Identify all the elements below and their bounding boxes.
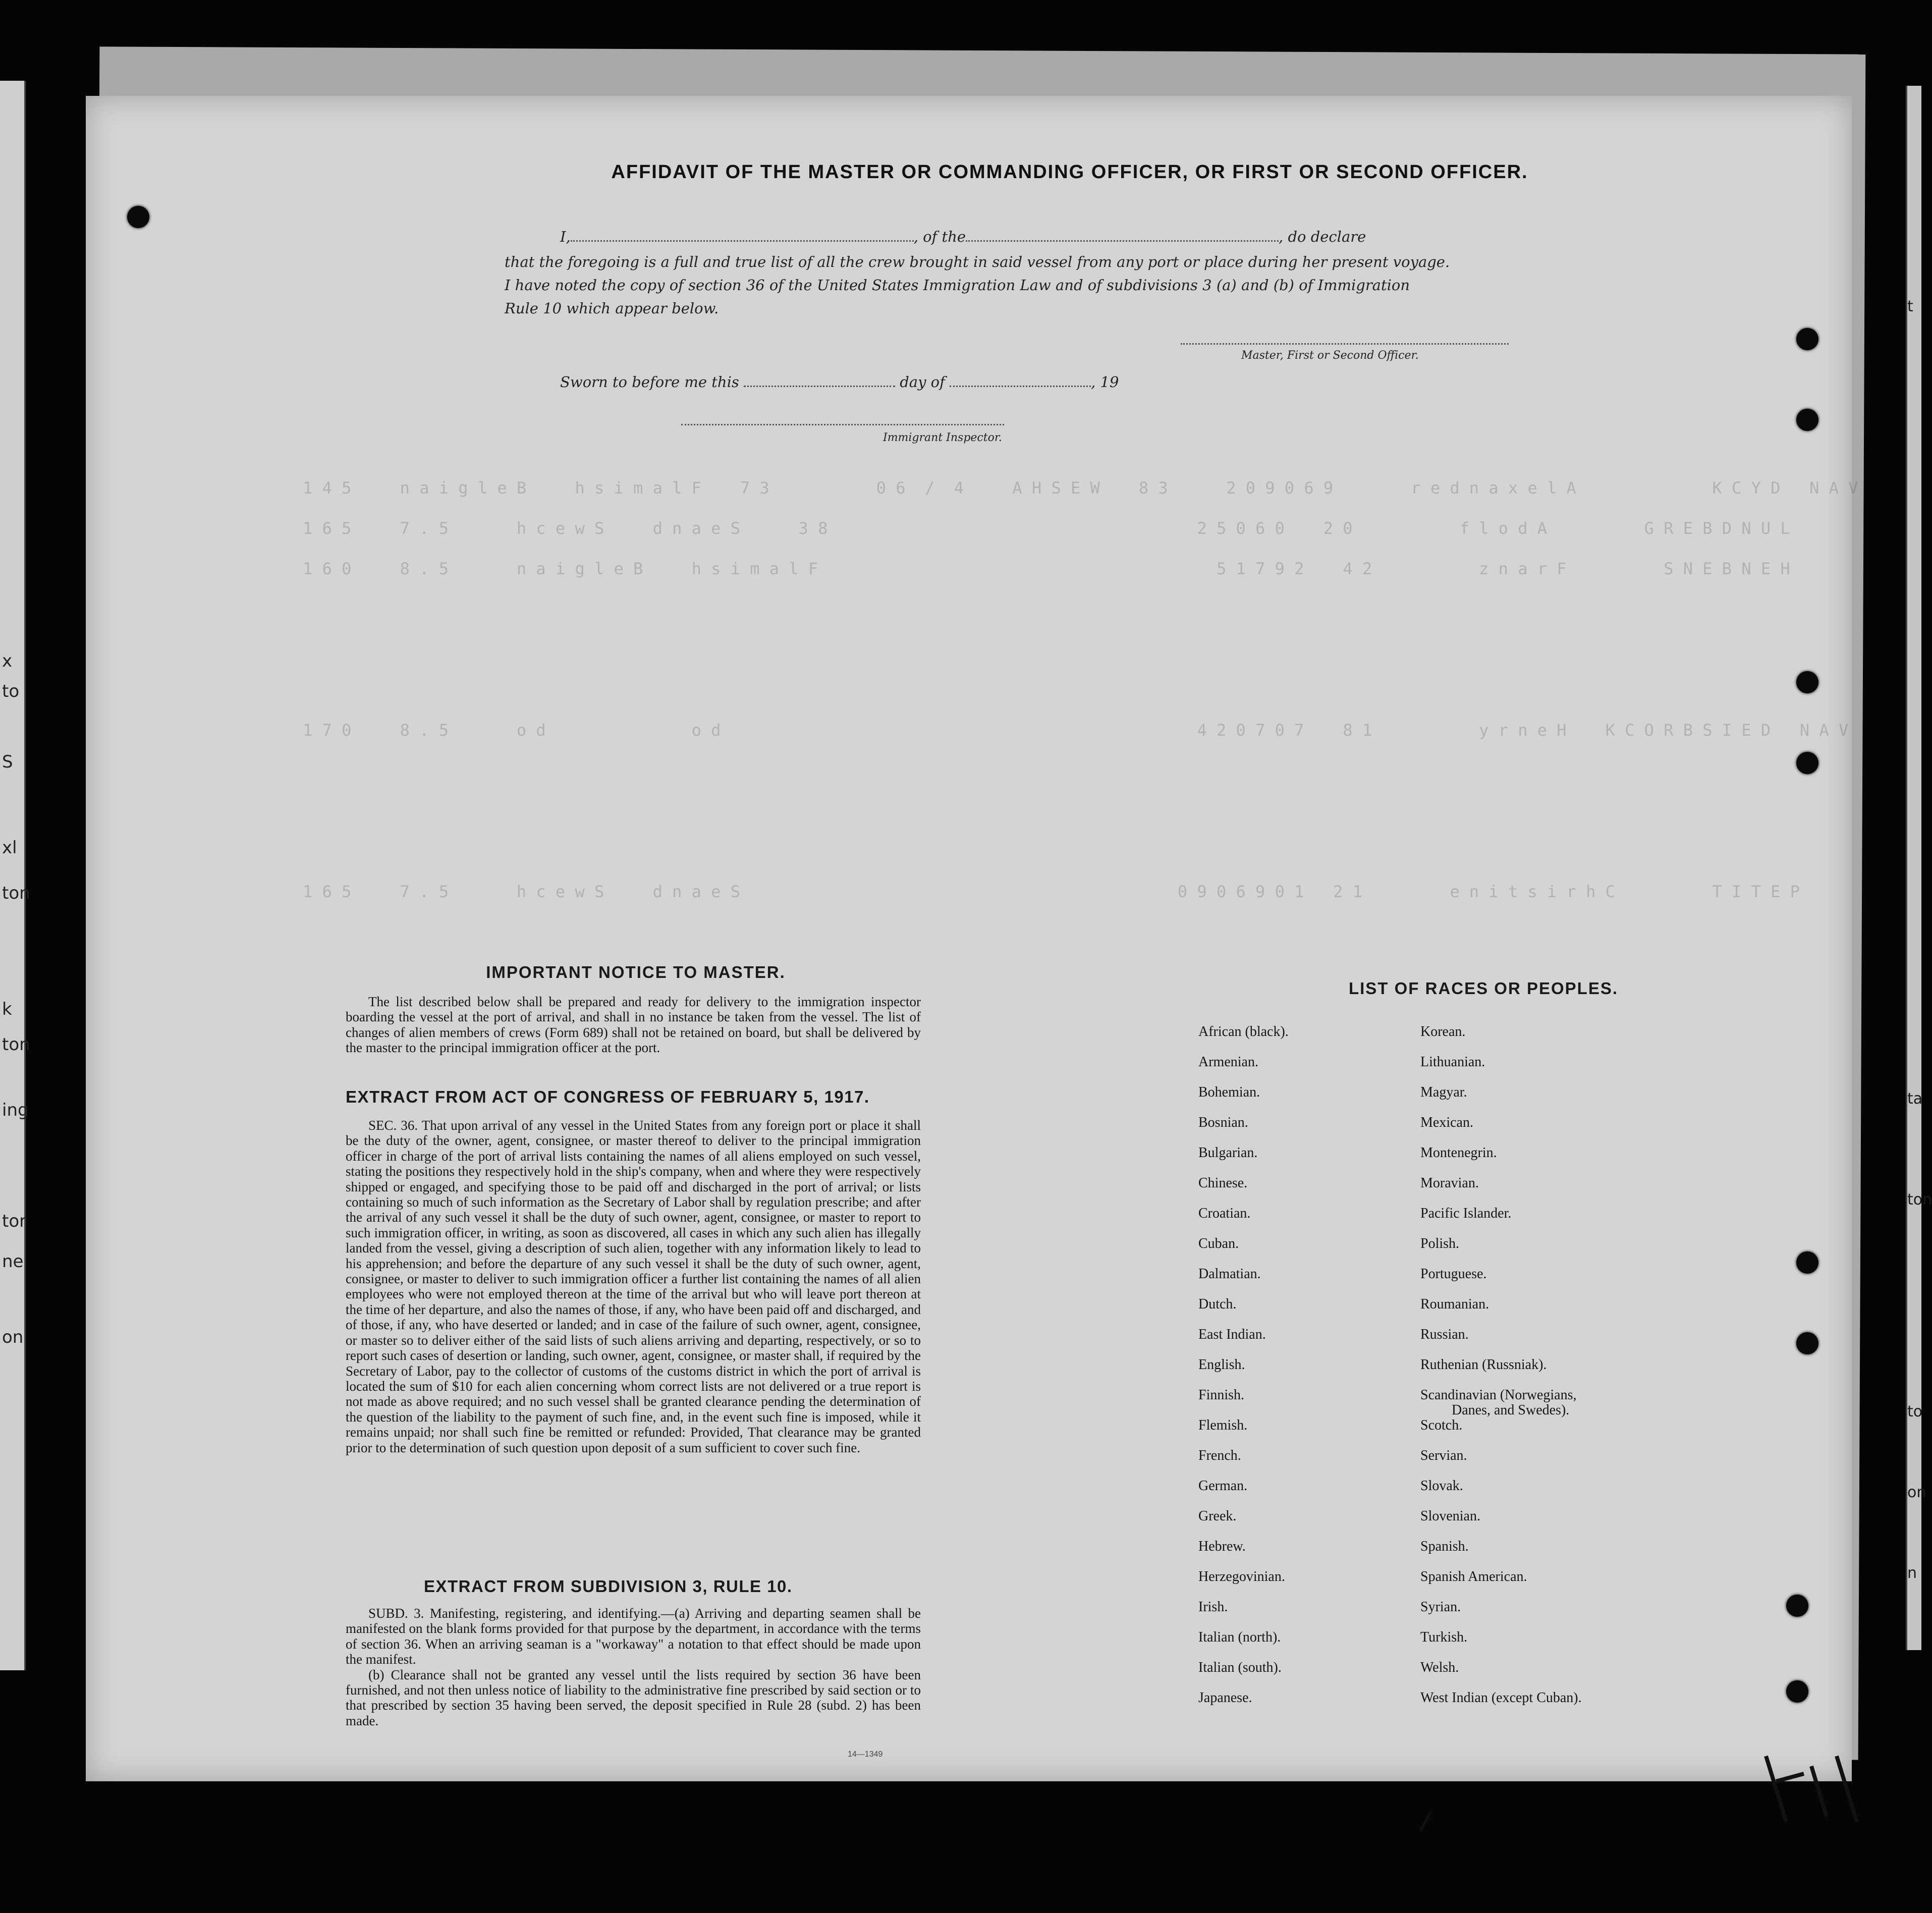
race-item: Welsh.: [1420, 1660, 1459, 1675]
margin-mark: on: [1907, 1484, 1926, 1501]
rule-text: [346, 1606, 921, 1728]
margin-mark: x: [2, 651, 13, 671]
race-item: Bosnian.: [1198, 1115, 1248, 1130]
race-item: Polish.: [1420, 1236, 1460, 1251]
adjacent-page-left-edge: [0, 81, 30, 1670]
race-item: Roumanian.: [1420, 1296, 1489, 1312]
day-of-label: day of: [900, 373, 945, 391]
race-item: English.: [1198, 1357, 1245, 1373]
race-item: Finnish.: [1198, 1387, 1245, 1403]
inspector-signature-line: [681, 424, 1004, 425]
bleed-through: 1 6 5 7 . 5 h c e w S d n a e S 0 9 0 6 9 0 1 2 1 e n i t s i r h C T I T E P: [303, 882, 1800, 901]
month-blank: [950, 386, 1091, 387]
margin-mark: t: [1907, 298, 1913, 315]
race-item: French.: [1198, 1448, 1241, 1463]
rule-paragraph-a: SUBD. 3. Manifesting, registering, and identifying.—(a) Arriving and departing seamen shall be manifested on the blank forms provided for that purpose by the department, in accordance with the terms of section 36. When an arriving seaman is a "workaway" a notation to that effect should be made upon the manifest.: [346, 1606, 921, 1667]
act-title: EXTRACT FROM ACT OF CONGRESS OF FEBRUARY 5, 1917.: [346, 1087, 870, 1106]
race-item: African (black).: [1198, 1024, 1289, 1040]
pen-mark-icon: [1418, 1812, 1433, 1832]
year-prefix: , 19: [1091, 373, 1119, 391]
manifest-reverse-page: [86, 96, 1858, 1781]
margin-mark: ton: [2, 883, 30, 903]
binding-hole: [1796, 1251, 1818, 1274]
race-item: Korean.: [1420, 1024, 1466, 1040]
margin-mark: tor: [2, 1211, 27, 1231]
race-item: Herzegovinian.: [1198, 1569, 1285, 1584]
binding-hole: [1796, 328, 1818, 350]
race-item: Magyar.: [1420, 1084, 1467, 1100]
notice-text: [346, 994, 921, 1056]
master-signature-line: [1181, 343, 1509, 345]
race-item: Slovak.: [1420, 1478, 1463, 1494]
officer-name-blank: [571, 240, 914, 242]
binding-hole: [1786, 1595, 1808, 1617]
race-item: Russian.: [1420, 1327, 1469, 1342]
race-item: Pacific Islander.: [1420, 1206, 1512, 1221]
race-item: Chinese.: [1198, 1175, 1248, 1191]
race-item: Greek.: [1198, 1508, 1237, 1524]
vessel-name-blank: [966, 240, 1279, 242]
margin-mark: ton: [1907, 1191, 1932, 1209]
declare-suffix: , do declare: [1279, 228, 1366, 245]
race-item: Dalmatian.: [1198, 1266, 1261, 1282]
margin-mark: ing: [2, 1100, 29, 1120]
bleed-through: 1 7 0 8 . 5 o d o d 4 2 0 7 0 7 8 1 y r n e H K C O R B S I E D N A V: [303, 721, 1849, 740]
margin-mark: on: [2, 1327, 24, 1347]
race-item: Ruthenian (Russniak).: [1420, 1357, 1547, 1373]
race-item: Scotch.: [1420, 1417, 1463, 1433]
race-item: East Indian.: [1198, 1327, 1266, 1342]
bleed-through: 1 4 5 n a i g l e B h s i m a l F 7 3 0 6 / 4 A H S E W 8 3 2 0 9 0 6 9 r e d n a x e l A K C Y D N A V: [303, 478, 1858, 498]
declarant-prefix: I,: [560, 228, 571, 245]
act-text: [346, 1118, 921, 1455]
margin-mark: ton: [2, 1034, 30, 1055]
handwritten-mark-icon: [1756, 1746, 1877, 1827]
race-item: Portuguese.: [1420, 1266, 1487, 1282]
race-item: Servian.: [1420, 1448, 1467, 1463]
bleed-through: 1 6 0 8 . 5 n a i g l e B h s i m a l F 5 1 7 9 2 4 2 z n a r F S N E B N E H: [303, 559, 1790, 578]
race-item: Irish.: [1198, 1599, 1228, 1615]
race-item: Bohemian.: [1198, 1084, 1260, 1100]
race-item: Spanish.: [1420, 1539, 1469, 1554]
margin-mark: to: [2, 681, 20, 701]
declaration-text: that the foregoing is a full and true list of all the crew brought in said vessel from any port or place during her present voyage.: [505, 253, 1450, 270]
race-item: Dutch.: [1198, 1296, 1237, 1312]
race-item: Moravian.: [1420, 1175, 1479, 1191]
day-blank: [744, 386, 895, 387]
race-item: Lithuanian.: [1420, 1054, 1485, 1070]
sworn-line: [560, 373, 1119, 391]
notice-title: IMPORTANT NOTICE TO MASTER.: [486, 963, 786, 981]
rule-paragraph-b: (b) Clearance shall not be granted any vessel until the lists required by section 36 have been furnished, and not then unless notice of liability to the administrative fine prescribed by said section or to that prescribed by section 35 having been served, the deposit specified in Rule 28 (subd. 2) has been made.: [346, 1667, 921, 1728]
race-item: Spanish American.: [1420, 1569, 1527, 1584]
margin-mark: ta: [1907, 1090, 1923, 1108]
race-item-line: Scandinavian (Norwegians,: [1420, 1387, 1577, 1403]
race-item: Syrian.: [1420, 1599, 1461, 1615]
vessel-prefix: , of the: [913, 228, 966, 245]
margin-mark: to: [1907, 1403, 1923, 1420]
race-item: Mexican.: [1420, 1115, 1473, 1130]
race-item: German.: [1198, 1478, 1248, 1494]
race-item: Armenian.: [1198, 1054, 1258, 1070]
race-item: Japanese.: [1198, 1690, 1252, 1706]
binding-hole: [1796, 752, 1818, 774]
margin-mark: ne: [2, 1251, 24, 1272]
race-item: Slovenian.: [1420, 1508, 1480, 1524]
race-item: Bulgarian.: [1198, 1145, 1258, 1161]
margin-mark: k: [2, 999, 12, 1019]
binding-hole: [1796, 1332, 1818, 1354]
binding-hole: [127, 206, 149, 228]
races-title: LIST OF RACES OR PEOPLES.: [1348, 979, 1619, 998]
adjacent-page-right-edge: [1906, 86, 1932, 1650]
race-item: Cuban.: [1198, 1236, 1239, 1251]
bleed-through: 1 6 5 7 . 5 h c e w S d n a e S 3 8 2 5 0 6 0 2 0 f l o d A G R E B D N U L: [303, 519, 1790, 538]
form-number: 14—1349: [848, 1750, 883, 1759]
master-signature-label: Master, First or Second Officer.: [1241, 349, 1419, 362]
sworn-prefix: Sworn to before me this: [560, 373, 739, 391]
rule-title: EXTRACT FROM SUBDIVISION 3, RULE 10.: [424, 1577, 793, 1596]
margin-mark: n: [1907, 1564, 1917, 1582]
inspector-signature-label: Immigrant Inspector.: [883, 431, 1002, 444]
race-item: Montenegrin.: [1420, 1145, 1497, 1161]
binding-hole: [1796, 671, 1818, 693]
race-item: West Indian (except Cuban).: [1420, 1690, 1582, 1706]
race-item: Turkish.: [1420, 1629, 1468, 1645]
declaration-text: I have noted the copy of section 36 of the United States Immigration Law and of subdivisions 3 (a) and (b) of Immigration: [505, 277, 1410, 294]
race-item: Croatian.: [1198, 1206, 1251, 1221]
race-item: Flemish.: [1198, 1417, 1248, 1433]
declaration-text: Rule 10 which appear below.: [505, 300, 719, 317]
race-item-line: Danes, and Swedes).: [1452, 1402, 1570, 1418]
race-item: Hebrew.: [1198, 1539, 1246, 1554]
act-paragraph: SEC. 36. That upon arrival of any vessel in the United States from any foreign port or place it shall be the duty of the owner, agent, consignee, or master thereof to deliver to the principal immigration officer in charge of the port of arrival lists containing the names of all aliens employed on such vessel, stating the positions they respectively hold in the ship's company, when and where they were respectively shipped or engaged, and specifying those to be paid off and discharged in the port of arrival; or lists containing so much of such information as the Secretary of Labor shall by regulation prescribe; and after the arrival of any such vessel it shall be the duty of such owner, agent, consignee, or master to report to such immigration officer, in writing, as soon as discovered, all cases in which any such alien has illegally landed from the vessel, giving a description of such alien, together with any information likely to lead to his apprehension; and before the departure of any such vessel it shall be the duty of such owner, agent, consignee, or master to deliver to such immigration officer a further list containing the names of all alien employees who were not employed thereon at the time of the arrival but who will leave port thereon at the time of her departure, and also the names of those, if any, who have been paid off and discharged, and of those, if any, who have deserted or landed; and in case of the failure of such owner, agent, consignee, or master so to deliver either of the said lists of such aliens arriving and departing, respectively, or so to report such cases of desertion or landing, such owner, agent, consignee, or master shall, if required by the Secretary of Labor, pay to the collector of customs of the customs district in which the port of arrival is located the sum of $10 for each alien concerning whom correct lists are not delivered or a true report is not made as above required; and no such vessel shall be granted clearance pending the determination of the question of the liability to the payment of such fine, and, in the event such fine is imposed, while it remains unpaid; nor shall such fine be remitted or refunded: Provided, That clearance may be granted prior to the determination of such question upon deposit of a sum sufficient to cover such fine.: [346, 1118, 921, 1455]
race-item: Italian (south).: [1198, 1660, 1282, 1675]
margin-mark: S: [2, 752, 13, 772]
margin-mark: xl: [2, 838, 17, 858]
race-item: Italian (north).: [1198, 1629, 1281, 1645]
binding-hole: [1796, 409, 1818, 431]
binding-hole: [1786, 1680, 1808, 1703]
notice-paragraph: The list described below shall be prepared and ready for delivery to the immigration inspector boarding the vessel at the port of arrival, and shall in no instance be taken from the vessel. The list of changes of alien members of crews (Form 689) shall not be retained on board, but shall be delivered by the master to the principal immigration officer at the port.: [346, 994, 921, 1056]
affidavit-title: AFFIDAVIT OF THE MASTER OR COMMANDING OFFICER, OR FIRST OR SECOND OFFICER.: [611, 161, 1528, 183]
declaration-line: [560, 228, 1366, 245]
races-right-column: [1420, 1024, 1582, 1721]
races-left-column: [1198, 1024, 1289, 1721]
